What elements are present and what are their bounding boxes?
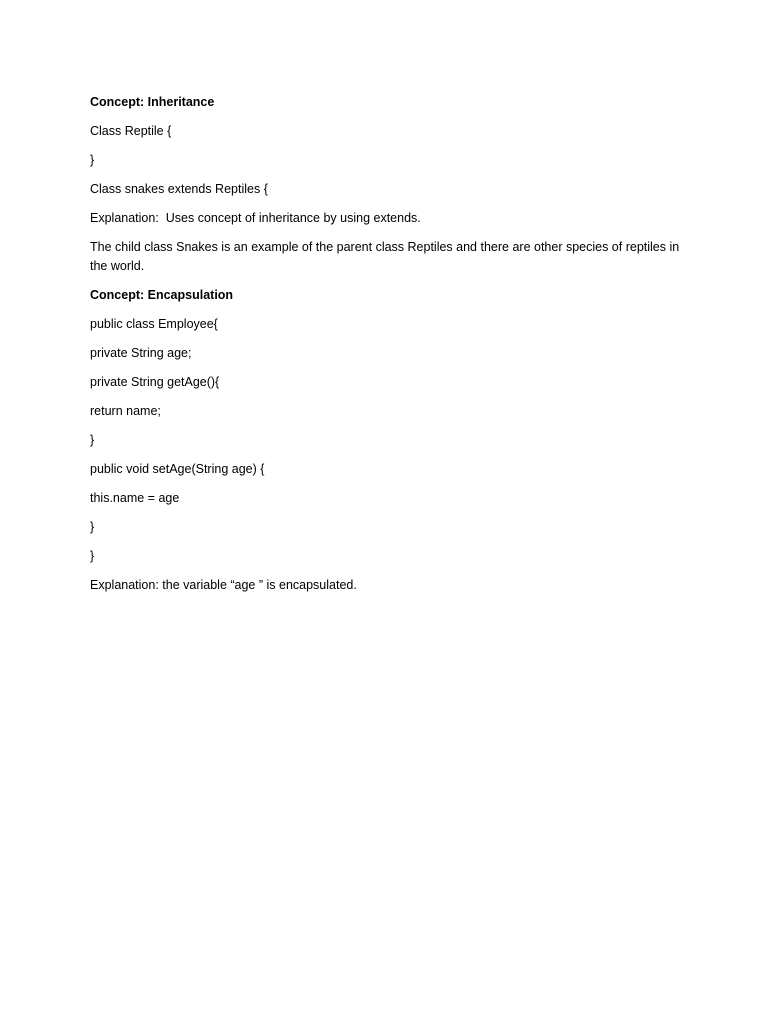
code-line: public class Employee{ bbox=[90, 317, 218, 331]
code-line: } bbox=[90, 153, 95, 167]
code-line: return name; bbox=[90, 404, 161, 418]
code-line: } bbox=[90, 520, 95, 534]
concept-heading-encapsulation: Concept: Encapsulation bbox=[90, 288, 234, 302]
code-line: Class Reptile { bbox=[90, 124, 172, 138]
explanation-line: Explanation: Uses concept of inheritance by using extends. bbox=[90, 211, 421, 225]
document-body bbox=[90, 93, 690, 605]
code-line: private String getAge(){ bbox=[90, 375, 220, 389]
concept-heading-inheritance: Concept: Inheritance bbox=[90, 95, 215, 109]
explanation-line: Explanation: the variable “age ” is encapsulated. bbox=[90, 578, 357, 592]
code-line: } bbox=[90, 549, 95, 563]
code-line: public void setAge(String age) { bbox=[90, 462, 265, 476]
code-line: Class snakes extends Reptiles { bbox=[90, 182, 268, 196]
explanation-paragraph: The child class Snakes is an example of the parent class Reptiles and there are other species of reptiles in the world. bbox=[90, 240, 680, 273]
code-line: this.name = age bbox=[90, 491, 180, 505]
code-line: private String age; bbox=[90, 346, 192, 360]
code-line: } bbox=[90, 433, 95, 447]
